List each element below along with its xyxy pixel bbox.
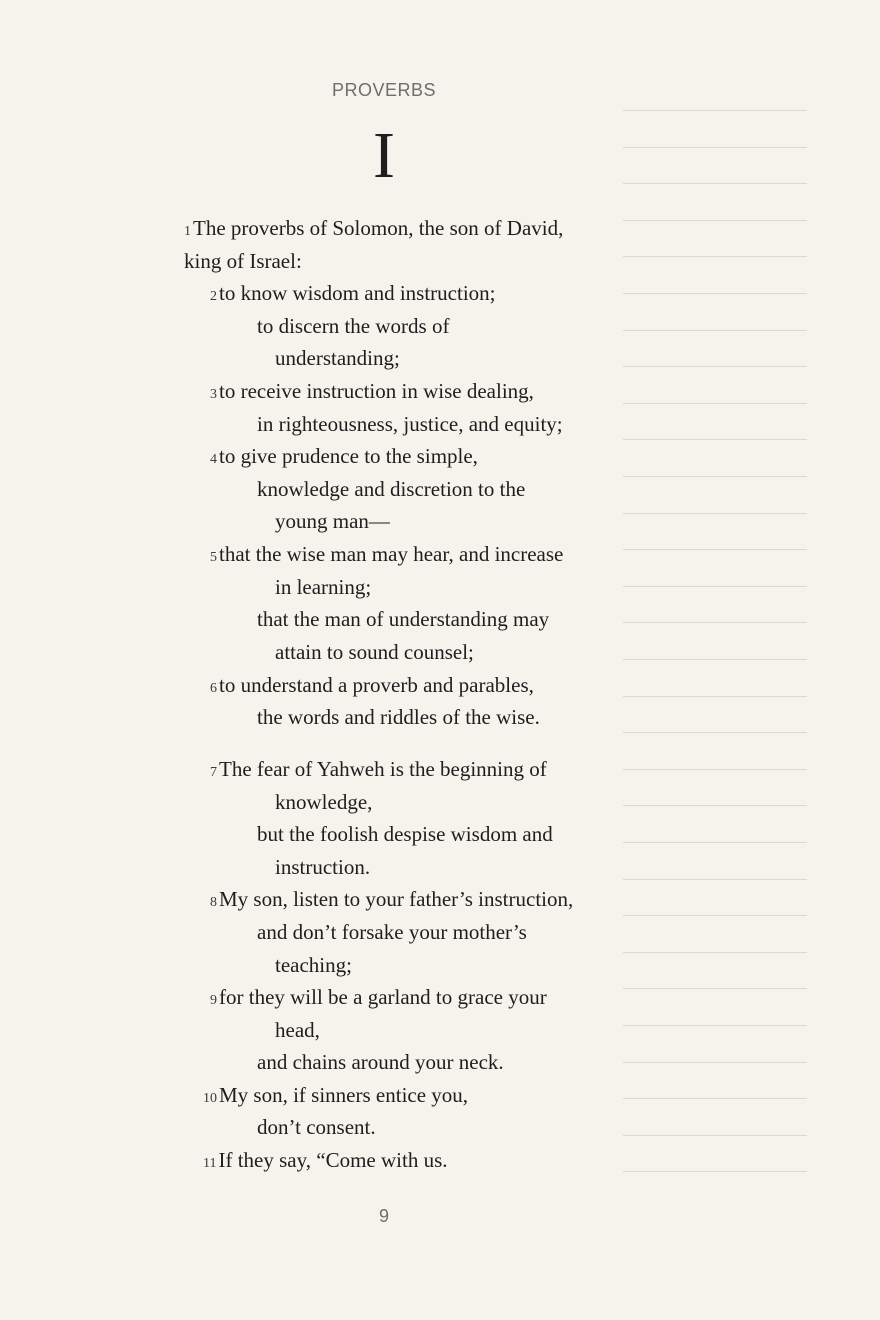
verse-text: that the wise man may hear, and increase bbox=[219, 542, 564, 566]
verse-text: to discern the words of bbox=[257, 314, 450, 338]
note-rule-line bbox=[623, 403, 807, 404]
note-rule-line bbox=[623, 732, 807, 733]
note-rule-line bbox=[623, 988, 807, 989]
verse-line bbox=[257, 473, 525, 505]
note-rule-line bbox=[623, 1025, 807, 1026]
note-rule-line bbox=[623, 220, 807, 221]
verse-text: to understand a proverb and parables, bbox=[219, 673, 534, 697]
verse-text: teaching; bbox=[275, 953, 352, 977]
verse-text: that the man of understanding may bbox=[257, 607, 550, 631]
verse-line bbox=[275, 571, 371, 603]
verse-line bbox=[184, 212, 563, 244]
note-rule-line bbox=[623, 879, 807, 880]
note-rule-line bbox=[623, 1135, 807, 1136]
verse-line bbox=[210, 883, 573, 915]
verse-text: and don’t forsake your mother’s bbox=[257, 920, 527, 944]
verse-text: in learning; bbox=[275, 575, 372, 599]
verse-line bbox=[257, 818, 553, 850]
verse-line bbox=[257, 916, 527, 948]
verse-line bbox=[275, 851, 370, 883]
verse-line bbox=[257, 1111, 376, 1143]
verse-line bbox=[210, 375, 534, 407]
verse-text: don’t consent. bbox=[257, 1115, 376, 1139]
note-rule-line bbox=[623, 952, 807, 953]
verse-line bbox=[210, 981, 547, 1013]
note-rule-line bbox=[623, 696, 807, 697]
note-rule-line bbox=[623, 549, 807, 550]
note-rule-line bbox=[623, 1062, 807, 1063]
verse-text: young man— bbox=[275, 509, 390, 533]
verse-number: 3 bbox=[210, 387, 217, 402]
book-title: PROVERBS bbox=[331, 80, 437, 100]
verse-line bbox=[210, 277, 496, 309]
note-rule-line bbox=[623, 183, 807, 184]
verse-text: and chains around your neck. bbox=[257, 1050, 504, 1074]
note-rule-line bbox=[623, 1171, 807, 1172]
verse-line bbox=[203, 1144, 448, 1176]
verse-text: king of Israel: bbox=[184, 249, 302, 273]
note-rule-line bbox=[623, 476, 807, 477]
verse-line bbox=[257, 310, 449, 342]
verse-number: 5 bbox=[210, 550, 217, 565]
verse-text: attain to sound counsel; bbox=[275, 640, 474, 664]
verse-number: 9 bbox=[210, 993, 217, 1008]
verse-text: If they say, “Come with us. bbox=[218, 1148, 448, 1172]
verse-number: 2 bbox=[210, 289, 217, 304]
verse-line bbox=[275, 342, 400, 374]
chapter-number: I bbox=[373, 119, 395, 192]
verse-text: but the foolish despise wisdom and bbox=[257, 822, 553, 846]
note-rule-line bbox=[623, 805, 807, 806]
verse-line bbox=[275, 505, 390, 537]
verse-text: in righteousness, justice, and equity; bbox=[257, 412, 563, 436]
verse-number: 11 bbox=[203, 1156, 217, 1171]
verse-line bbox=[275, 1014, 320, 1046]
verse-line bbox=[210, 753, 547, 785]
verse-number: 1 bbox=[184, 224, 191, 239]
note-rule-line bbox=[623, 366, 807, 367]
note-rule-line bbox=[623, 513, 807, 514]
note-rule-line bbox=[623, 293, 807, 294]
verse-number: 8 bbox=[210, 895, 217, 910]
verse-line bbox=[210, 669, 534, 701]
page-number: 9 bbox=[378, 1206, 389, 1226]
verse-line bbox=[275, 636, 474, 668]
verse-text: The fear of Yahweh is the beginning of bbox=[219, 757, 547, 781]
note-rule-line bbox=[623, 586, 807, 587]
note-rule-line bbox=[623, 622, 807, 623]
verse-line bbox=[275, 786, 372, 818]
verse-line bbox=[203, 1079, 468, 1111]
verse-text: to give prudence to the simple, bbox=[219, 444, 478, 468]
note-rule-line bbox=[623, 1098, 807, 1099]
verse-text: The proverbs of Solomon, the son of David, bbox=[193, 216, 564, 240]
note-rule-line bbox=[623, 842, 807, 843]
note-rule-line bbox=[623, 147, 807, 148]
verse-line bbox=[257, 408, 563, 440]
note-rule-line bbox=[623, 915, 807, 916]
verse-text: knowledge, bbox=[275, 790, 373, 814]
verse-text: for they will be a garland to grace your bbox=[219, 985, 547, 1009]
verse-text: knowledge and discretion to the bbox=[257, 477, 526, 501]
verse-text: the words and riddles of the wise. bbox=[257, 705, 540, 729]
note-rule-line bbox=[623, 769, 807, 770]
verse-text: understanding; bbox=[275, 346, 400, 370]
notes-margin[interactable] bbox=[623, 0, 807, 1320]
verse-text: instruction. bbox=[275, 855, 371, 879]
verse-text: to receive instruction in wise dealing, bbox=[219, 379, 534, 403]
verse-text: My son, listen to your father’s instruction, bbox=[219, 887, 574, 911]
verse-line bbox=[210, 538, 563, 570]
note-rule-line bbox=[623, 330, 807, 331]
verse-number: 10 bbox=[203, 1091, 217, 1106]
note-rule-line bbox=[623, 256, 807, 257]
verse-text: to know wisdom and instruction; bbox=[219, 281, 496, 305]
verse-line bbox=[210, 440, 478, 472]
verse-text: head, bbox=[275, 1018, 320, 1042]
verse-line bbox=[275, 949, 352, 981]
verse-text: My son, if sinners entice you, bbox=[219, 1083, 469, 1107]
verse-line bbox=[257, 701, 540, 733]
note-rule-line bbox=[623, 439, 807, 440]
verse-number: 6 bbox=[210, 681, 217, 696]
verse-line bbox=[257, 1046, 504, 1078]
verse-line bbox=[257, 603, 549, 635]
note-rule-line bbox=[623, 110, 807, 111]
verse-number: 7 bbox=[210, 765, 217, 780]
verse-number: 4 bbox=[210, 452, 217, 467]
verse-line bbox=[184, 245, 302, 277]
note-rule-line bbox=[623, 659, 807, 660]
